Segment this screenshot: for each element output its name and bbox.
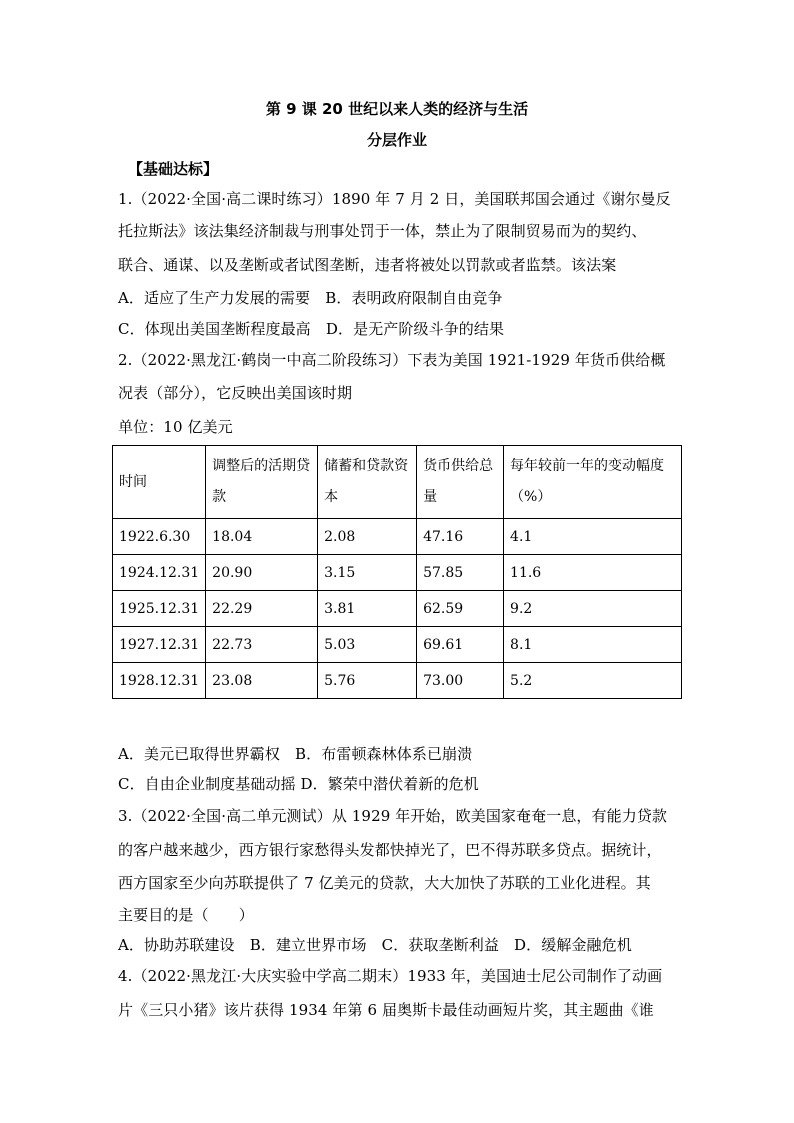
table-header-row <box>113 446 682 519</box>
table-header: 时间 <box>113 446 206 519</box>
q3-stem-line-3: 西方国家至少向苏联提供了 7 亿美元的贷款，大大加快了苏联的工业化进程。其 <box>118 874 651 892</box>
money-supply-table <box>112 445 682 699</box>
table-row <box>113 519 682 555</box>
table-cell: 1928.12.31 <box>113 663 206 699</box>
lesson-title: 第 9 课 20 世纪以来人类的经济与生活 <box>265 100 529 118</box>
table-cell: 5.76 <box>318 663 417 699</box>
table-cell: 1925.12.31 <box>113 591 206 627</box>
q3-stem-line-2: 的客户越来越少，西方银行家愁得头发都快掉光了，巴不得苏联多贷点。据统计， <box>118 841 662 859</box>
q4-stem-line-2: 片《三只小猪》该片获得 1934 年第 6 届奥斯卡最佳动画短片奖，其主题曲《谁 <box>118 1001 654 1019</box>
table-row <box>113 663 682 699</box>
q2-options-cd: C．自由企业制度基础动摇 D．繁荣中潜伏着新的危机 <box>118 775 479 793</box>
table-cell: 11.6 <box>504 555 682 591</box>
lesson-subtitle: 分层作业 <box>366 131 427 149</box>
table-header: 货币供给总量 <box>417 446 504 519</box>
table-cell: 1924.12.31 <box>113 555 206 591</box>
q1-stem-line-3: 联合、通谋、以及垄断或者试图垄断，违者将被处以罚款或者监禁。该法案 <box>118 256 617 274</box>
table-cell: 18.04 <box>206 519 318 555</box>
table-cell: 2.08 <box>318 519 417 555</box>
table-cell: 20.90 <box>206 555 318 591</box>
table-cell: 8.1 <box>504 627 682 663</box>
table-cell: 73.00 <box>417 663 504 699</box>
q2-stem-line-2: 况表（部分），它反映出美国该时期 <box>118 384 353 402</box>
table-cell: 62.59 <box>417 591 504 627</box>
q3-stem-line-1: 3.（2022·全国·高二单元测试）从 1929 年开始，欧美国家奄奄一息，有能力贷款 <box>118 807 668 825</box>
table-cell: 5.03 <box>318 627 417 663</box>
table-cell: 3.81 <box>318 591 417 627</box>
q1-stem-line-2: 托拉斯法》该法集经济制裁与刑事处罚于一体，禁止为了限制贸易而为的契约、 <box>118 222 647 240</box>
q1-options-cd: C．体现出美国垄断程度最高 D．是无产阶级斗争的结果 <box>118 320 505 338</box>
table-cell: 57.85 <box>417 555 504 591</box>
table-cell: 23.08 <box>206 663 318 699</box>
table-cell: 1927.12.31 <box>113 627 206 663</box>
q3-options: A．协助苏联建设 B．建立世界市场 C．获取垄断利益 D．缓解金融危机 <box>118 936 632 954</box>
q2-unit: 单位：10 亿美元 <box>118 418 233 436</box>
table-cell: 1922.6.30 <box>113 519 206 555</box>
table-cell: 69.61 <box>417 627 504 663</box>
table-header: 储蓄和贷款资本 <box>318 446 417 519</box>
table-cell: 47.16 <box>417 519 504 555</box>
q4-stem-line-1: 4.（2022·黑龙江·大庆实验中学高二期末）1933 年，美国迪士尼公司制作了动画 <box>118 967 663 985</box>
table-cell: 22.29 <box>206 591 318 627</box>
table-row <box>113 555 682 591</box>
q2-options-ab: A．美元已取得世界霸权 B．布雷顿森林体系已崩溃 <box>118 745 473 763</box>
table-header: 每年较前一年的变动幅度（%） <box>504 446 682 519</box>
table-header: 调整后的活期贷款 <box>206 446 318 519</box>
table-cell: 4.1 <box>504 519 682 555</box>
table-row <box>113 627 682 663</box>
table-row <box>113 591 682 627</box>
table-cell: 9.2 <box>504 591 682 627</box>
table-cell: 5.2 <box>504 663 682 699</box>
q1-options-ab: A．适应了生产力发展的需要 B．表明政府限制自由竞争 <box>118 289 503 307</box>
q3-stem-line-4: 主要目的是（ ） <box>118 906 254 924</box>
section-heading: 【基础达标】 <box>128 160 219 178</box>
table-cell: 3.15 <box>318 555 417 591</box>
q2-stem-line-1: 2.（2022·黑龙江·鹤岗一中高二阶段练习）下表为美国 1921-1929 年货币供给概 <box>118 351 666 369</box>
table-cell: 22.73 <box>206 627 318 663</box>
q1-stem-line-1: 1.（2022·全国·高二课时练习）1890 年 7 月 2 日，美国联邦国会通过《谢尔曼反 <box>118 190 671 208</box>
